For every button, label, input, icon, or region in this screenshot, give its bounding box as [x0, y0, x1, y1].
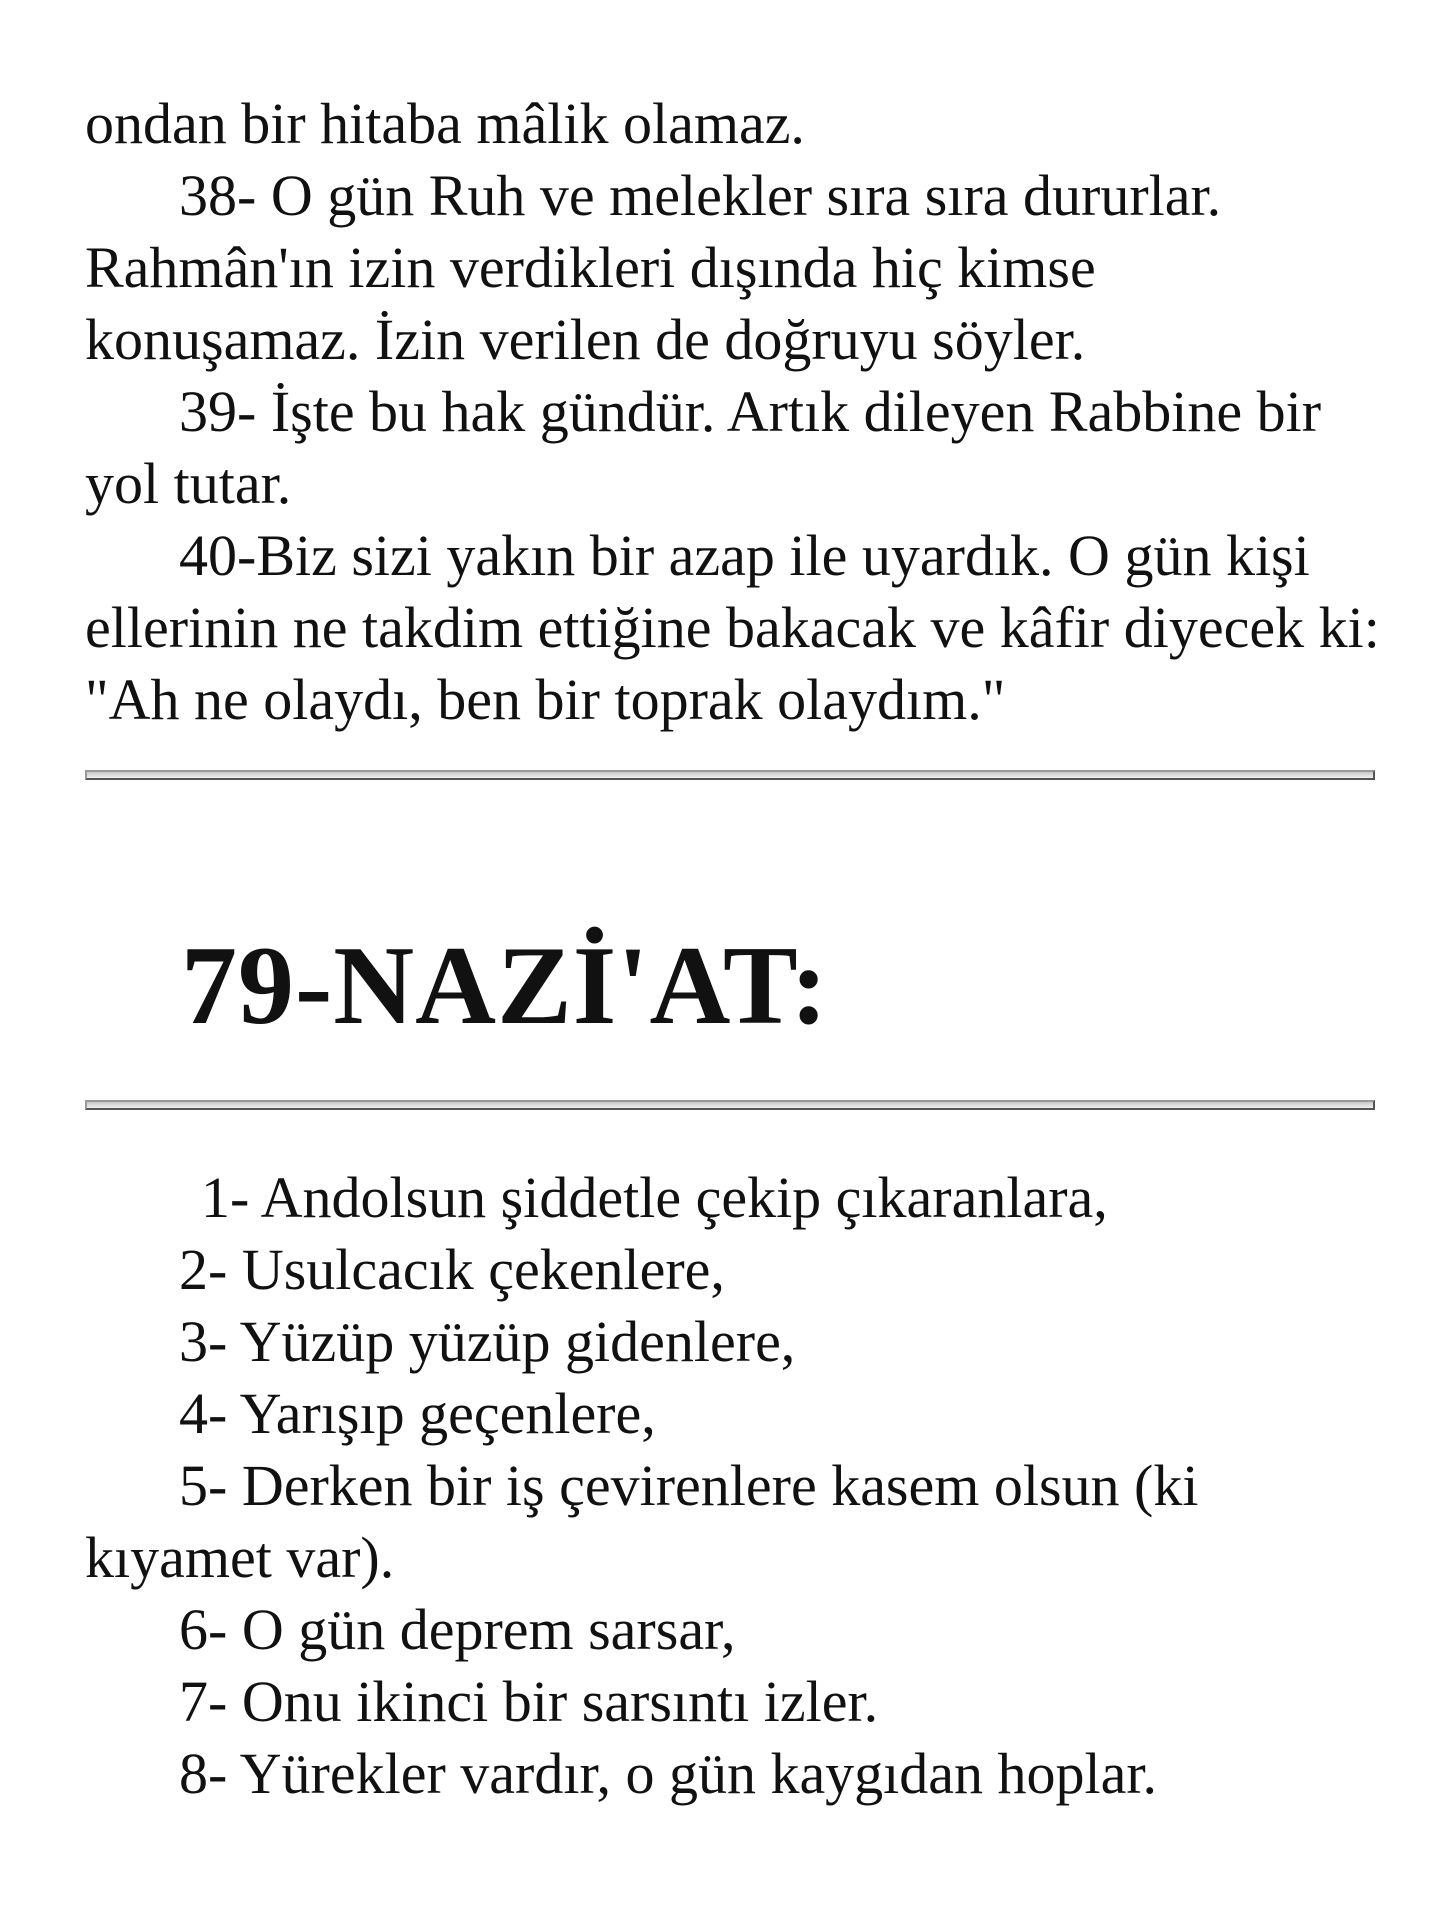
- surah-verses: [85, 1162, 1385, 1810]
- verse-39: 39- İşte bu hak gündür. Artık dileyen Rabbine bir yol tutar.: [85, 379, 1322, 516]
- verse-38: 38- O gün Ruh ve melekler sıra sıra dururlar. Rahmân'ın izin verdikleri dışında hiç kimse konuşamaz. İzin verilen de doğruyu söyler.: [85, 163, 1222, 372]
- verse-5: 5- Derken bir iş çevirenlere kasem olsun (ki kıyamet var).: [85, 1453, 1199, 1590]
- previous-surah-ending: [85, 88, 1385, 736]
- verse-7: 7- Onu ikinci bir sarsıntı izler.: [179, 1669, 879, 1734]
- horizontal-divider: [85, 1100, 1375, 1110]
- document-page: [85, 88, 1385, 1810]
- verse-1: 1- Andolsun şiddetle çekip çıkaranlara,: [201, 1165, 1108, 1230]
- verse-4: 4- Yarışıp geçenlere,: [179, 1381, 656, 1446]
- verse-8: 8- Yürekler vardır, o gün kaygıdan hoplar.: [179, 1741, 1158, 1806]
- verse-37-end: ondan bir hitaba mâlik olamaz.: [85, 91, 805, 156]
- verse-6: 6- O gün deprem sarsar,: [179, 1597, 736, 1662]
- surah-title: 79-NAZİ'AT:: [181, 924, 829, 1048]
- verse-40: 40-Biz sizi yakın bir azap ile uyardık. O gün kişi ellerinin ne takdim ettiğine bakacak ve kâfir diyecek ki: "Ah ne olaydı, ben bir toprak olaydım.": [85, 523, 1380, 732]
- verse-3: 3- Yüzüp yüzüp gidenlere,: [179, 1309, 796, 1374]
- verse-2: 2- Usulcacık çekenlere,: [179, 1237, 725, 1302]
- horizontal-divider: [85, 770, 1375, 780]
